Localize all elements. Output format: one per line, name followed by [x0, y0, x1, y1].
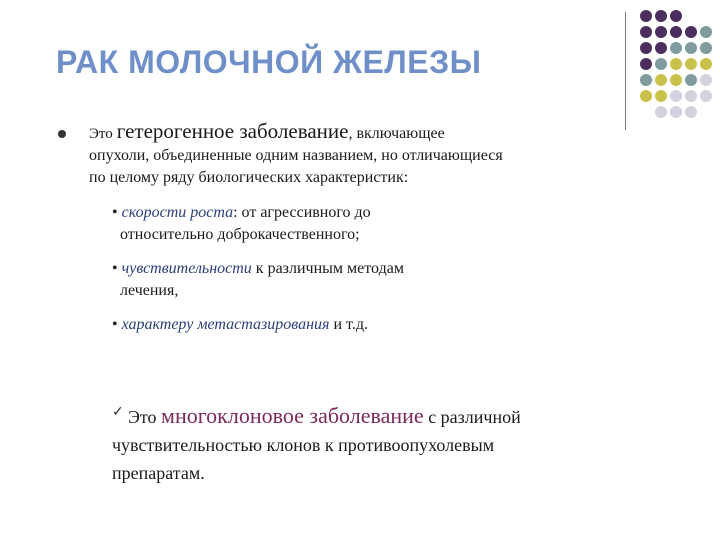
dot-icon: [655, 42, 667, 54]
dot-icon: [655, 58, 667, 70]
dot-icon: [670, 42, 682, 54]
check-mark-icon: ✓: [112, 405, 124, 420]
para1-line2: опухоли, объединенные одним названием, но отличающиеся: [89, 147, 503, 164]
paragraph-heterogeneous: [89, 120, 669, 189]
dot-icon: [700, 90, 712, 102]
para1-line3: по целому ряду биологических характеристик:: [89, 169, 409, 186]
dot-icon: [640, 74, 652, 86]
para2-line2: чувствительностью клонов к противоопухолевым: [112, 435, 495, 455]
dot-icon: [685, 42, 697, 54]
dot-icon: [640, 42, 652, 54]
dot-icon: [655, 10, 667, 22]
sub-item-metastasis: • характеру метастазирования и т.д.: [112, 316, 368, 333]
para1-emphasis: гетерогенное заболевание: [116, 119, 349, 143]
bullet-disc-icon: [58, 130, 66, 138]
dot-icon: [700, 74, 712, 86]
dot-icon: [670, 10, 682, 22]
sub3-rest: и т.д.: [329, 316, 368, 333]
dot-icon: [685, 106, 697, 118]
dot-icon: [685, 90, 697, 102]
sub1-cont: относительно доброкачественного;: [120, 226, 360, 243]
sub2-rest: к различным методам: [251, 260, 404, 277]
dot-icon: [640, 58, 652, 70]
dot-icon: [655, 90, 667, 102]
dot-icon: [670, 26, 682, 38]
dot-icon: [640, 90, 652, 102]
dot-icon: [640, 10, 652, 22]
slide-title: РАК МОЛОЧНОЙ ЖЕЛЕЗЫ: [56, 44, 482, 80]
dot-icon: [700, 58, 712, 70]
para2-line3: препаратам.: [112, 463, 205, 483]
para1-tail: , включающее: [348, 125, 445, 142]
dot-icon: [655, 106, 667, 118]
sub2-term: чувствительности: [121, 260, 252, 277]
para2-emphasis: многоклоновое заболевание: [161, 403, 424, 428]
dot-icon: [685, 26, 697, 38]
sub-item-growth-rate: • скорости роста: от агрессивного до относительно доброкачественного;: [112, 202, 572, 246]
dot-icon: [670, 106, 682, 118]
dot-icon: [670, 74, 682, 86]
sub1-rest: : от агрессивного до: [233, 204, 371, 221]
para1-prefix: Это: [89, 126, 113, 142]
dot-icon: [670, 58, 682, 70]
dot-icon: [685, 74, 697, 86]
para2-tail: с различной: [423, 407, 521, 427]
dot-icon: [700, 42, 712, 54]
divider-line: [625, 12, 626, 130]
sub1-term: скорости роста: [121, 204, 234, 221]
dot-icon: [655, 74, 667, 86]
dot-icon: [700, 26, 712, 38]
dot-icon: [670, 90, 682, 102]
paragraph-multiclonal: [112, 402, 672, 487]
dot-icon: [685, 58, 697, 70]
dot-icon: [655, 26, 667, 38]
para2-prefix: Это: [128, 407, 157, 427]
sub3-term: характеру метастазирования: [121, 316, 330, 333]
sub-item-sensitivity: • чувствительности к различным методам лечения,: [112, 258, 572, 302]
dot-icon: [640, 26, 652, 38]
sub2-cont: лечения,: [120, 282, 179, 299]
